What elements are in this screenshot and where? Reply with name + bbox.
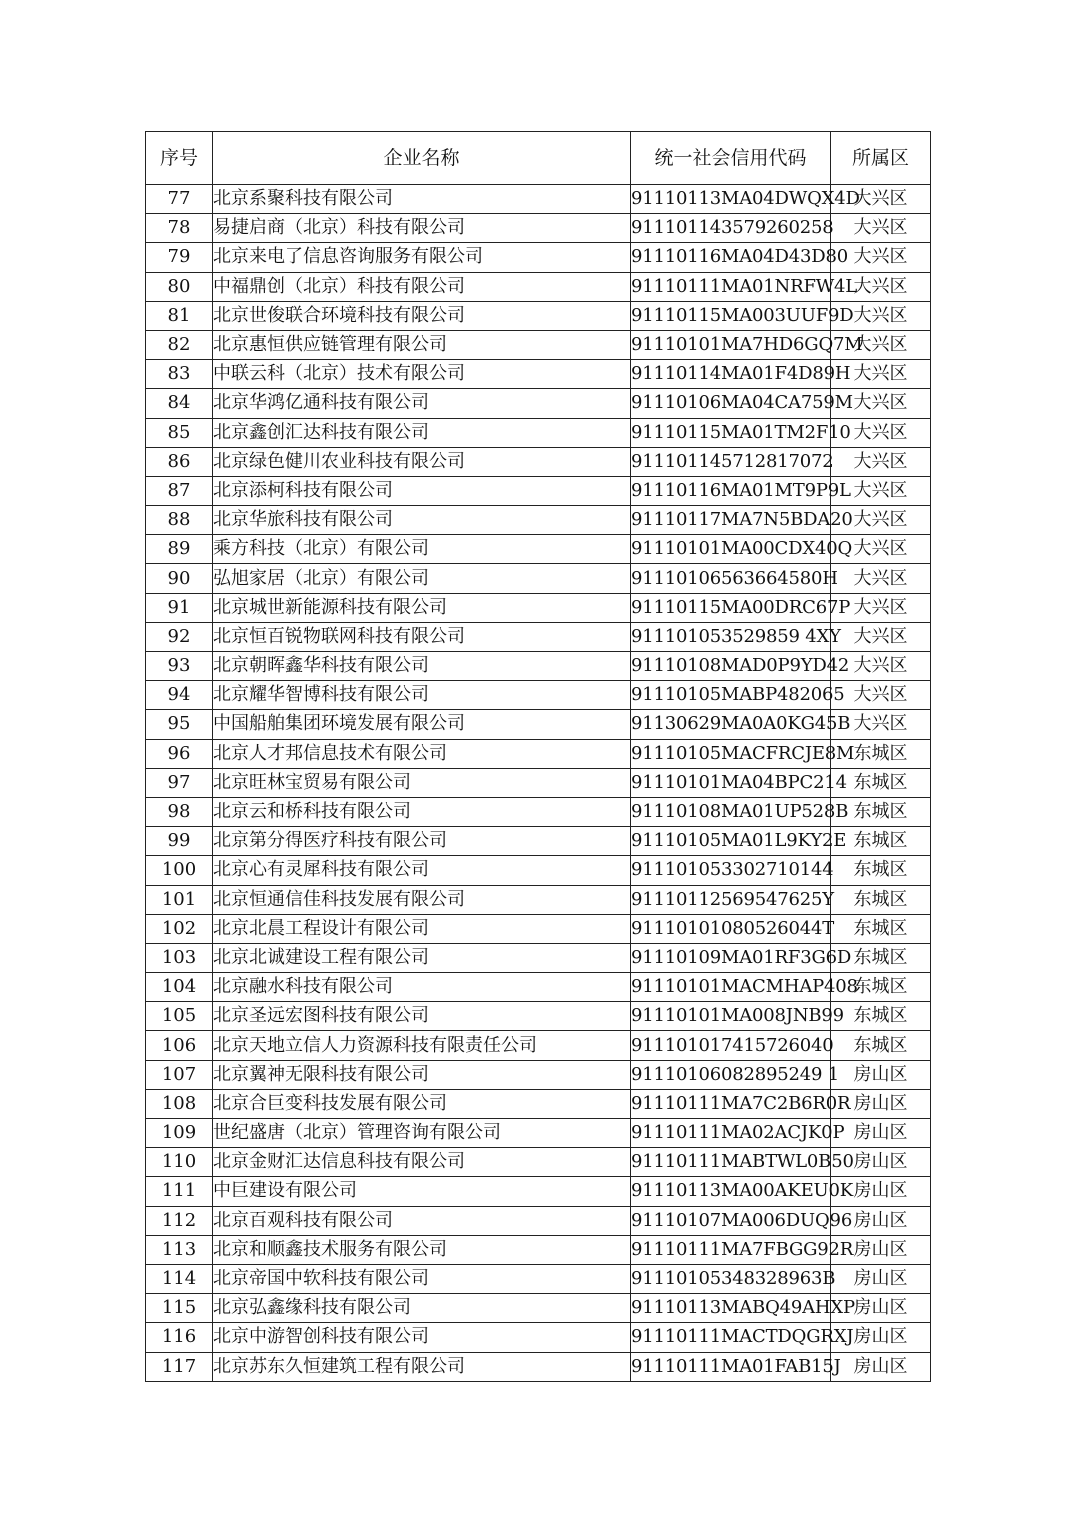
table-row: [146, 447, 931, 476]
cell-code: 91110101MACMHAP408: [631, 973, 831, 1002]
cell-code: 91110116MA01MT9P9L: [631, 476, 831, 505]
cell-district: 大兴区: [831, 622, 931, 651]
cell-code: 91110101MA7HD6GQ7M: [631, 330, 831, 359]
cell-code: 91110109MA01RF3G6D: [631, 943, 831, 972]
table-row: [146, 856, 931, 885]
cell-seq: 114: [146, 1264, 213, 1293]
table-row: [146, 1119, 931, 1148]
cell-district: 东城区: [831, 856, 931, 885]
cell-code: 91110115MA01TM2F10: [631, 418, 831, 447]
cell-seq: 106: [146, 1031, 213, 1060]
cell-district: 大兴区: [831, 476, 931, 505]
table-row: [146, 1060, 931, 1089]
cell-name: 北京北诚建设工程有限公司: [213, 943, 631, 972]
cell-seq: 100: [146, 856, 213, 885]
cell-seq: 108: [146, 1089, 213, 1118]
cell-name: 北京华鸿亿通科技有限公司: [213, 389, 631, 418]
cell-district: 东城区: [831, 827, 931, 856]
cell-name: 易捷启商（北京）科技有限公司: [213, 214, 631, 243]
cell-code: 91110105MABP482065: [631, 681, 831, 710]
table-row: [146, 535, 931, 564]
cell-seq: 94: [146, 681, 213, 710]
cell-name: 中巨建设有限公司: [213, 1177, 631, 1206]
cell-district: 大兴区: [831, 301, 931, 330]
table-body: [146, 185, 931, 1382]
cell-code: 91110111MA01FAB15J: [631, 1352, 831, 1381]
cell-code: 911101017415726040: [631, 1031, 831, 1060]
cell-code: 911101053302710144: [631, 856, 831, 885]
cell-seq: 109: [146, 1119, 213, 1148]
cell-name: 北京绿色健川农业科技有限公司: [213, 447, 631, 476]
cell-district: 东城区: [831, 1031, 931, 1060]
table-row: [146, 1089, 931, 1118]
cell-name: 乘方科技（北京）有限公司: [213, 535, 631, 564]
cell-code: 91110116MA04D43D80: [631, 243, 831, 272]
cell-name: 北京合巨变科技发展有限公司: [213, 1089, 631, 1118]
table-row: [146, 739, 931, 768]
cell-seq: 87: [146, 476, 213, 505]
cell-seq: 84: [146, 389, 213, 418]
cell-name: 北京融水科技有限公司: [213, 973, 631, 1002]
cell-name: 北京北晨工程设计有限公司: [213, 914, 631, 943]
cell-seq: 86: [146, 447, 213, 476]
cell-name: 中联云科（北京）技术有限公司: [213, 360, 631, 389]
cell-name: 北京苏东久恒建筑工程有限公司: [213, 1352, 631, 1381]
cell-name: 北京旺林宝贸易有限公司: [213, 768, 631, 797]
cell-seq: 97: [146, 768, 213, 797]
cell-district: 东城区: [831, 797, 931, 826]
cell-district: 大兴区: [831, 593, 931, 622]
cell-seq: 98: [146, 797, 213, 826]
cell-district: 东城区: [831, 914, 931, 943]
cell-name: 北京人才邦信息技术有限公司: [213, 739, 631, 768]
cell-district: 大兴区: [831, 272, 931, 301]
cell-district: 大兴区: [831, 710, 931, 739]
cell-district: 房山区: [831, 1294, 931, 1323]
table-row: [146, 360, 931, 389]
cell-code: 91110101MA008JNB99: [631, 1002, 831, 1031]
cell-seq: 104: [146, 973, 213, 1002]
cell-district: 东城区: [831, 885, 931, 914]
cell-seq: 116: [146, 1323, 213, 1352]
cell-code: 91110113MA04DWQX4D: [631, 185, 831, 214]
cell-seq: 110: [146, 1148, 213, 1177]
table-row: [146, 214, 931, 243]
cell-code: 911101145712817072: [631, 447, 831, 476]
cell-seq: 107: [146, 1060, 213, 1089]
cell-name: 北京惠恒供应链管理有限公司: [213, 330, 631, 359]
cell-seq: 88: [146, 506, 213, 535]
cell-district: 大兴区: [831, 652, 931, 681]
table-row: [146, 1031, 931, 1060]
table-row: [146, 1323, 931, 1352]
cell-seq: 77: [146, 185, 213, 214]
cell-name: 弘旭家居（北京）有限公司: [213, 564, 631, 593]
cell-name: 北京云和桥科技有限公司: [213, 797, 631, 826]
cell-code: 911101143579260258: [631, 214, 831, 243]
table-row: [146, 797, 931, 826]
cell-code: 91110101080526044T: [631, 914, 831, 943]
table-row: [146, 1148, 931, 1177]
header-name: 企业名称: [213, 132, 631, 185]
cell-code: 91110111MA02ACJK0P: [631, 1119, 831, 1148]
cell-district: 东城区: [831, 1002, 931, 1031]
cell-code: 91130629MA0A0KG45B: [631, 710, 831, 739]
cell-name: 北京城世新能源科技有限公司: [213, 593, 631, 622]
cell-name: 北京百观科技有限公司: [213, 1206, 631, 1235]
cell-district: 大兴区: [831, 418, 931, 447]
cell-name: 北京金财汇达信息科技有限公司: [213, 1148, 631, 1177]
table-row: [146, 1206, 931, 1235]
cell-seq: 102: [146, 914, 213, 943]
cell-district: 东城区: [831, 973, 931, 1002]
cell-code: 911101053529859 4XY: [631, 622, 831, 651]
cell-name: 北京帝国中软科技有限公司: [213, 1264, 631, 1293]
cell-seq: 92: [146, 622, 213, 651]
cell-name: 北京华旅科技有限公司: [213, 506, 631, 535]
cell-code: 91110105MACFRCJE8M: [631, 739, 831, 768]
cell-name: 北京来电了信息咨询服务有限公司: [213, 243, 631, 272]
table-row: [146, 1352, 931, 1381]
table-row: [146, 330, 931, 359]
enterprise-table: [145, 131, 931, 1382]
table-row: [146, 681, 931, 710]
cell-district: 大兴区: [831, 243, 931, 272]
table-row: [146, 885, 931, 914]
cell-district: 大兴区: [831, 360, 931, 389]
cell-name: 北京添柯科技有限公司: [213, 476, 631, 505]
cell-district: 房山区: [831, 1323, 931, 1352]
cell-name: 中福鼎创（北京）科技有限公司: [213, 272, 631, 301]
cell-code: 91110105348328963B: [631, 1264, 831, 1293]
table-row: [146, 652, 931, 681]
cell-seq: 78: [146, 214, 213, 243]
cell-district: 房山区: [831, 1206, 931, 1235]
cell-seq: 81: [146, 301, 213, 330]
cell-code: 91110108MAD0P9YD42: [631, 652, 831, 681]
cell-code: 91110111MABTWL0B50: [631, 1148, 831, 1177]
cell-name: 北京第分得医疗科技有限公司: [213, 827, 631, 856]
table-row: [146, 710, 931, 739]
cell-seq: 115: [146, 1294, 213, 1323]
table-row: [146, 389, 931, 418]
header-seq: 序号: [146, 132, 213, 185]
table-row: [146, 914, 931, 943]
table-row: [146, 1294, 931, 1323]
cell-seq: 93: [146, 652, 213, 681]
cell-name: 中国船舶集团环境发展有限公司: [213, 710, 631, 739]
cell-name: 北京鑫创汇达科技有限公司: [213, 418, 631, 447]
cell-code: 91110106082895249 1: [631, 1060, 831, 1089]
table-row: [146, 973, 931, 1002]
table-row: [146, 593, 931, 622]
table-row: [146, 943, 931, 972]
table-row: [146, 827, 931, 856]
table-row: [146, 272, 931, 301]
table-row: [146, 622, 931, 651]
cell-district: 房山区: [831, 1119, 931, 1148]
cell-seq: 103: [146, 943, 213, 972]
cell-district: 大兴区: [831, 214, 931, 243]
cell-district: 大兴区: [831, 447, 931, 476]
header-row: [146, 132, 931, 185]
cell-district: 大兴区: [831, 389, 931, 418]
cell-seq: 99: [146, 827, 213, 856]
cell-code: 91110115MA00DRC67P: [631, 593, 831, 622]
cell-district: 大兴区: [831, 681, 931, 710]
cell-code: 91110112569547625Y: [631, 885, 831, 914]
table-row: [146, 1002, 931, 1031]
cell-district: 房山区: [831, 1089, 931, 1118]
cell-code: 91110117MA7N5BDA20: [631, 506, 831, 535]
cell-name: 北京朝晖鑫华科技有限公司: [213, 652, 631, 681]
cell-district: 大兴区: [831, 506, 931, 535]
cell-code: 91110106563664580H: [631, 564, 831, 593]
cell-code: 91110108MA01UP528B: [631, 797, 831, 826]
cell-name: 北京天地立信人力资源科技有限责任公司: [213, 1031, 631, 1060]
table-row: [146, 1235, 931, 1264]
cell-seq: 91: [146, 593, 213, 622]
cell-name: 世纪盛唐（北京）管理咨询有限公司: [213, 1119, 631, 1148]
cell-seq: 113: [146, 1235, 213, 1264]
cell-seq: 111: [146, 1177, 213, 1206]
cell-name: 北京系聚科技有限公司: [213, 185, 631, 214]
table-row: [146, 1264, 931, 1293]
cell-name: 北京圣远宏图科技有限公司: [213, 1002, 631, 1031]
cell-code: 91110105MA01L9KY2E: [631, 827, 831, 856]
cell-code: 91110101MA04BPC214: [631, 768, 831, 797]
cell-name: 北京恒百锐物联网科技有限公司: [213, 622, 631, 651]
header-district: 所属区: [831, 132, 931, 185]
table-row: [146, 768, 931, 797]
cell-code: 91110113MABQ49AHXP: [631, 1294, 831, 1323]
cell-code: 91110115MA003UUF9D: [631, 301, 831, 330]
cell-district: 东城区: [831, 739, 931, 768]
cell-district: 大兴区: [831, 564, 931, 593]
cell-code: 91110101MA00CDX40Q: [631, 535, 831, 564]
cell-seq: 85: [146, 418, 213, 447]
cell-code: 91110106MA04CA759M: [631, 389, 831, 418]
table-row: [146, 243, 931, 272]
cell-name: 北京和顺鑫技术服务有限公司: [213, 1235, 631, 1264]
cell-seq: 112: [146, 1206, 213, 1235]
cell-district: 房山区: [831, 1235, 931, 1264]
cell-code: 91110111MA7C2B6R0R: [631, 1089, 831, 1118]
cell-district: 大兴区: [831, 330, 931, 359]
cell-code: 91110113MA00AKEU0K: [631, 1177, 831, 1206]
cell-seq: 83: [146, 360, 213, 389]
cell-district: 房山区: [831, 1148, 931, 1177]
cell-seq: 105: [146, 1002, 213, 1031]
cell-district: 大兴区: [831, 535, 931, 564]
cell-seq: 89: [146, 535, 213, 564]
cell-name: 北京世俊联合环境科技有限公司: [213, 301, 631, 330]
cell-name: 北京耀华智博科技有限公司: [213, 681, 631, 710]
cell-name: 北京翼神无限科技有限公司: [213, 1060, 631, 1089]
cell-district: 房山区: [831, 1352, 931, 1381]
cell-code: 91110111MA01NRFW4L: [631, 272, 831, 301]
cell-district: 东城区: [831, 943, 931, 972]
table-row: [146, 476, 931, 505]
cell-name: 北京心有灵犀科技有限公司: [213, 856, 631, 885]
table-row: [146, 301, 931, 330]
cell-district: 大兴区: [831, 185, 931, 214]
cell-name: 北京恒通信佳科技发展有限公司: [213, 885, 631, 914]
header-code: 统一社会信用代码: [631, 132, 831, 185]
cell-seq: 117: [146, 1352, 213, 1381]
cell-seq: 90: [146, 564, 213, 593]
cell-code: 91110111MA7FBGG92R: [631, 1235, 831, 1264]
cell-seq: 80: [146, 272, 213, 301]
table-header: [146, 132, 931, 185]
cell-seq: 96: [146, 739, 213, 768]
cell-name: 北京中游智创科技有限公司: [213, 1323, 631, 1352]
table-row: [146, 1177, 931, 1206]
cell-district: 房山区: [831, 1060, 931, 1089]
cell-seq: 79: [146, 243, 213, 272]
cell-district: 东城区: [831, 768, 931, 797]
cell-district: 房山区: [831, 1177, 931, 1206]
cell-name: 北京弘鑫缘科技有限公司: [213, 1294, 631, 1323]
table-row: [146, 418, 931, 447]
cell-district: 房山区: [831, 1264, 931, 1293]
cell-seq: 95: [146, 710, 213, 739]
cell-seq: 101: [146, 885, 213, 914]
cell-seq: 82: [146, 330, 213, 359]
table-row: [146, 185, 931, 214]
cell-code: 91110114MA01F4D89H: [631, 360, 831, 389]
table-row: [146, 506, 931, 535]
cell-code: 91110111MACTDQGRXJ: [631, 1323, 831, 1352]
table-row: [146, 564, 931, 593]
cell-code: 91110107MA006DUQ96: [631, 1206, 831, 1235]
